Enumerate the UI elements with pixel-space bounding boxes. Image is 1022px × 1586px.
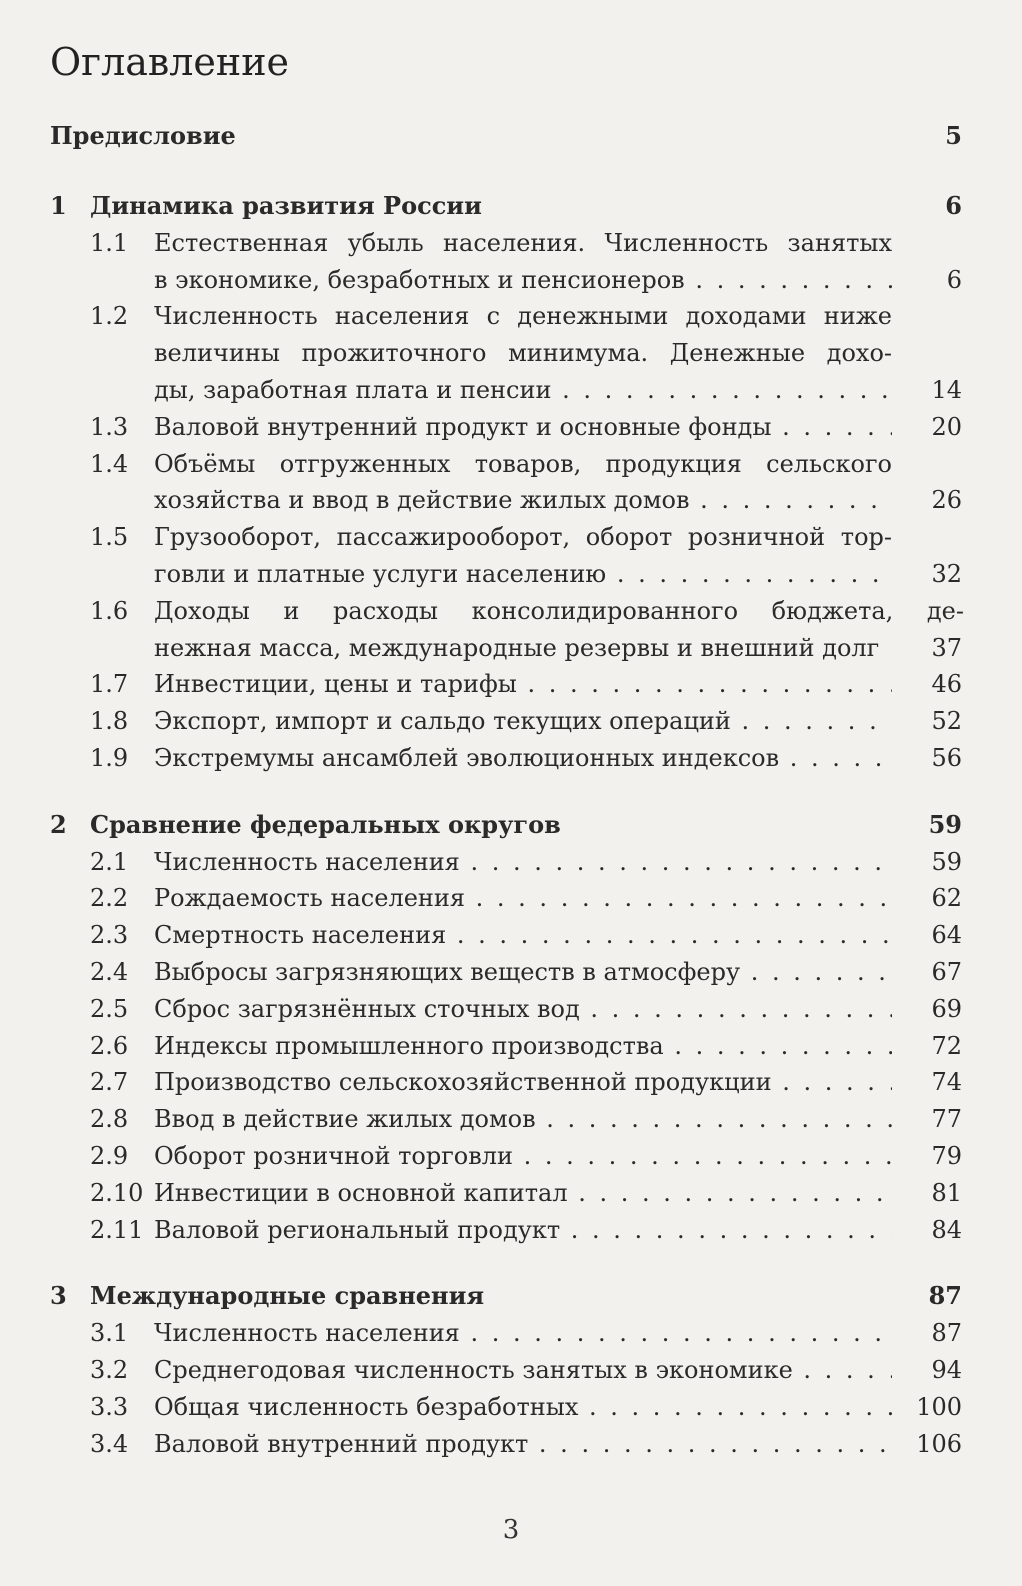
- section-number: 1.3: [90, 412, 129, 441]
- toc-preface-title: Предисловие: [50, 121, 236, 150]
- section-number: 2.8: [90, 1105, 129, 1134]
- toc-section-2-3[interactable]: [50, 917, 962, 954]
- toc-section-2-11[interactable]: [50, 1212, 962, 1249]
- toc-section-2-6[interactable]: [50, 1028, 962, 1065]
- page-title: Оглавление: [50, 40, 290, 84]
- section-number: 3.1: [90, 1319, 129, 1348]
- section-title-line: Численность населения с денежными доходами ниже: [154, 302, 892, 331]
- toc-section-3-2[interactable]: [50, 1352, 962, 1389]
- toc-page-number: 26: [931, 486, 962, 515]
- section-number: 1.8: [90, 707, 129, 736]
- section-title-line: нежная масса, международные резервы и внешний долг: [154, 633, 880, 662]
- section-number: 2.5: [90, 994, 129, 1023]
- toc-section-2-5[interactable]: [50, 991, 962, 1028]
- section-title: [154, 225, 892, 299]
- toc-page-number: 6: [946, 265, 962, 294]
- toc-page-number: 106: [916, 1429, 962, 1458]
- section-title: [154, 446, 892, 520]
- toc-section-1-4[interactable]: [50, 446, 962, 520]
- section-title: Общая численность безработных . . .: [154, 1389, 892, 1425]
- section-number: 1.1: [90, 228, 129, 257]
- chapter-title: Международные сравнения: [90, 1281, 485, 1311]
- toc-section-1-5[interactable]: [50, 519, 962, 593]
- section-title-line: в экономике, безработных и пенсионеров . . .: [154, 262, 892, 299]
- toc-page-number: 5: [945, 121, 962, 150]
- toc-page-number: 64: [931, 921, 962, 950]
- section-title: Ввод в действие жилых домов . . .: [154, 1101, 892, 1137]
- toc-section-2-9[interactable]: [50, 1138, 962, 1175]
- section-title: [154, 519, 892, 593]
- section-title: Смертность населения . . .: [154, 917, 892, 953]
- toc-section-2-4[interactable]: [50, 954, 962, 991]
- section-number: 1.4: [90, 449, 129, 478]
- section-title: Численность населения . . .: [154, 844, 892, 880]
- toc-section-1-6[interactable]: [50, 593, 962, 667]
- section-number: 3.3: [90, 1392, 129, 1421]
- toc-section-2-7[interactable]: [50, 1064, 962, 1101]
- toc-page-number: 56: [931, 744, 962, 772]
- toc-section-3-1[interactable]: [50, 1315, 962, 1352]
- toc-section-2-2[interactable]: [50, 880, 962, 917]
- section-title: Индексы промышленного производства . . .: [154, 1028, 892, 1064]
- section-number: 1.7: [90, 670, 129, 699]
- toc-page-number: 62: [931, 884, 962, 913]
- toc-page-number: 100: [916, 1392, 962, 1421]
- toc-page-number: 77: [931, 1105, 962, 1134]
- toc-page-number: 32: [931, 559, 962, 588]
- section-number: 2.6: [90, 1031, 129, 1060]
- section-title: Валовой внутренний продукт и основные фонды . . .: [154, 409, 892, 445]
- section-title: Выбросы загрязняющих веществ в атмосферу . . .: [154, 954, 892, 990]
- section-title: [154, 593, 964, 667]
- section-number: 1.5: [90, 523, 129, 552]
- section-title: Численность населения . . .: [154, 1315, 892, 1351]
- toc-page-number: 67: [931, 958, 962, 986]
- section-number: 1.2: [90, 302, 129, 331]
- toc-page-number: 14: [931, 375, 962, 404]
- toc-section-3-3[interactable]: [50, 1389, 962, 1426]
- chapter-number: 3: [50, 1281, 67, 1311]
- toc-section-2-8[interactable]: [50, 1101, 962, 1138]
- toc-section-1-1[interactable]: [50, 225, 962, 299]
- section-number: 3.2: [90, 1356, 129, 1384]
- section-title: Производство сельскохозяйственной продукции . . .: [154, 1064, 892, 1100]
- toc-section-3-4[interactable]: [50, 1426, 962, 1463]
- section-title: Экспорт, импорт и сальдо текущих операций . . .: [154, 703, 892, 739]
- section-number: 1.6: [90, 596, 129, 625]
- toc-page-number: 79: [931, 1142, 962, 1170]
- toc-section-1-9[interactable]: [50, 740, 962, 777]
- chapter-number: 2: [50, 809, 67, 839]
- toc-section-1-3[interactable]: [50, 409, 962, 446]
- section-title: Инвестиции, цены и тарифы . . .: [154, 666, 892, 702]
- section-number: 2.1: [90, 847, 129, 876]
- section-number: 2.2: [90, 884, 129, 913]
- toc-page-number: 94: [931, 1356, 962, 1384]
- section-title-line: ды, заработная плата и пенсии . . .: [154, 372, 892, 409]
- toc-page-number: 72: [931, 1031, 962, 1060]
- section-title: Инвестиции в основной капитал . . .: [154, 1175, 892, 1211]
- toc-page-number: 81: [931, 1178, 962, 1207]
- page-number: 3: [502, 1515, 520, 1545]
- section-title-line: хозяйства и ввод в действие жилых домов . . .: [154, 482, 892, 519]
- section-title: Оборот розничной торговли . . .: [154, 1138, 892, 1174]
- section-number: 2.3: [90, 921, 129, 950]
- section-title-line: говли и платные услуги населению . . .: [154, 556, 892, 593]
- toc-section-2-10[interactable]: [50, 1175, 962, 1212]
- section-number: 2.4: [90, 958, 129, 986]
- toc-page-number: 6: [945, 191, 962, 220]
- toc-section-1-7[interactable]: [50, 666, 962, 703]
- toc-section-1-8[interactable]: [50, 703, 962, 740]
- section-number: 2.11: [90, 1215, 144, 1244]
- toc-page-number: 52: [931, 707, 962, 736]
- section-number: 2.9: [90, 1142, 129, 1170]
- toc-page-number: 69: [931, 994, 962, 1023]
- toc-section-2-1[interactable]: [50, 844, 962, 881]
- toc-page-number: 59: [931, 847, 962, 876]
- toc-page-number: 87: [928, 1281, 962, 1311]
- toc-page-number: 84: [931, 1215, 962, 1244]
- section-title: Валовой внутренний продукт . . .: [154, 1426, 892, 1462]
- section-title-line: величины прожиточного минимума. Денежные дохо-: [154, 339, 892, 368]
- toc-page-number: 59: [928, 809, 962, 839]
- toc-page-number: 37: [931, 633, 962, 662]
- section-title: Рождаемость населения . . .: [154, 880, 892, 916]
- section-title-line: Естественная убыль населения. Численность занятых: [154, 228, 892, 257]
- chapter-title: Динамика развития России: [90, 191, 482, 220]
- chapter-title: Сравнение федеральных округов: [90, 809, 561, 839]
- section-title-line: Объёмы отгруженных товаров, продукция сельского: [154, 449, 892, 478]
- section-title-line: Грузооборот, пассажирооборот, оборот розничной тор-: [154, 523, 892, 552]
- toc-page-number: 20: [931, 412, 962, 441]
- section-number: 1.9: [90, 744, 129, 772]
- section-title: Среднегодовая численность занятых в экономике . . .: [154, 1352, 892, 1388]
- section-number: 2.10: [90, 1178, 144, 1207]
- section-title: Сброс загрязнённых сточных вод . . .: [154, 991, 892, 1027]
- section-title: [154, 298, 892, 408]
- section-number: 3.4: [90, 1429, 129, 1458]
- chapter-number: 1: [50, 191, 67, 220]
- toc-page-number: 87: [931, 1319, 962, 1348]
- section-number: 2.7: [90, 1068, 129, 1097]
- section-title: Экстремумы ансамблей эволюционных индексов . . .: [154, 740, 892, 776]
- section-title: Валовой региональный продукт . . .: [154, 1212, 892, 1248]
- toc-section-1-2[interactable]: [50, 298, 962, 408]
- toc-page-number: 74: [931, 1068, 962, 1097]
- section-title-line: Доходы и расходы консолидированного бюджета, де-: [154, 596, 964, 625]
- toc-page-number: 46: [931, 670, 962, 699]
